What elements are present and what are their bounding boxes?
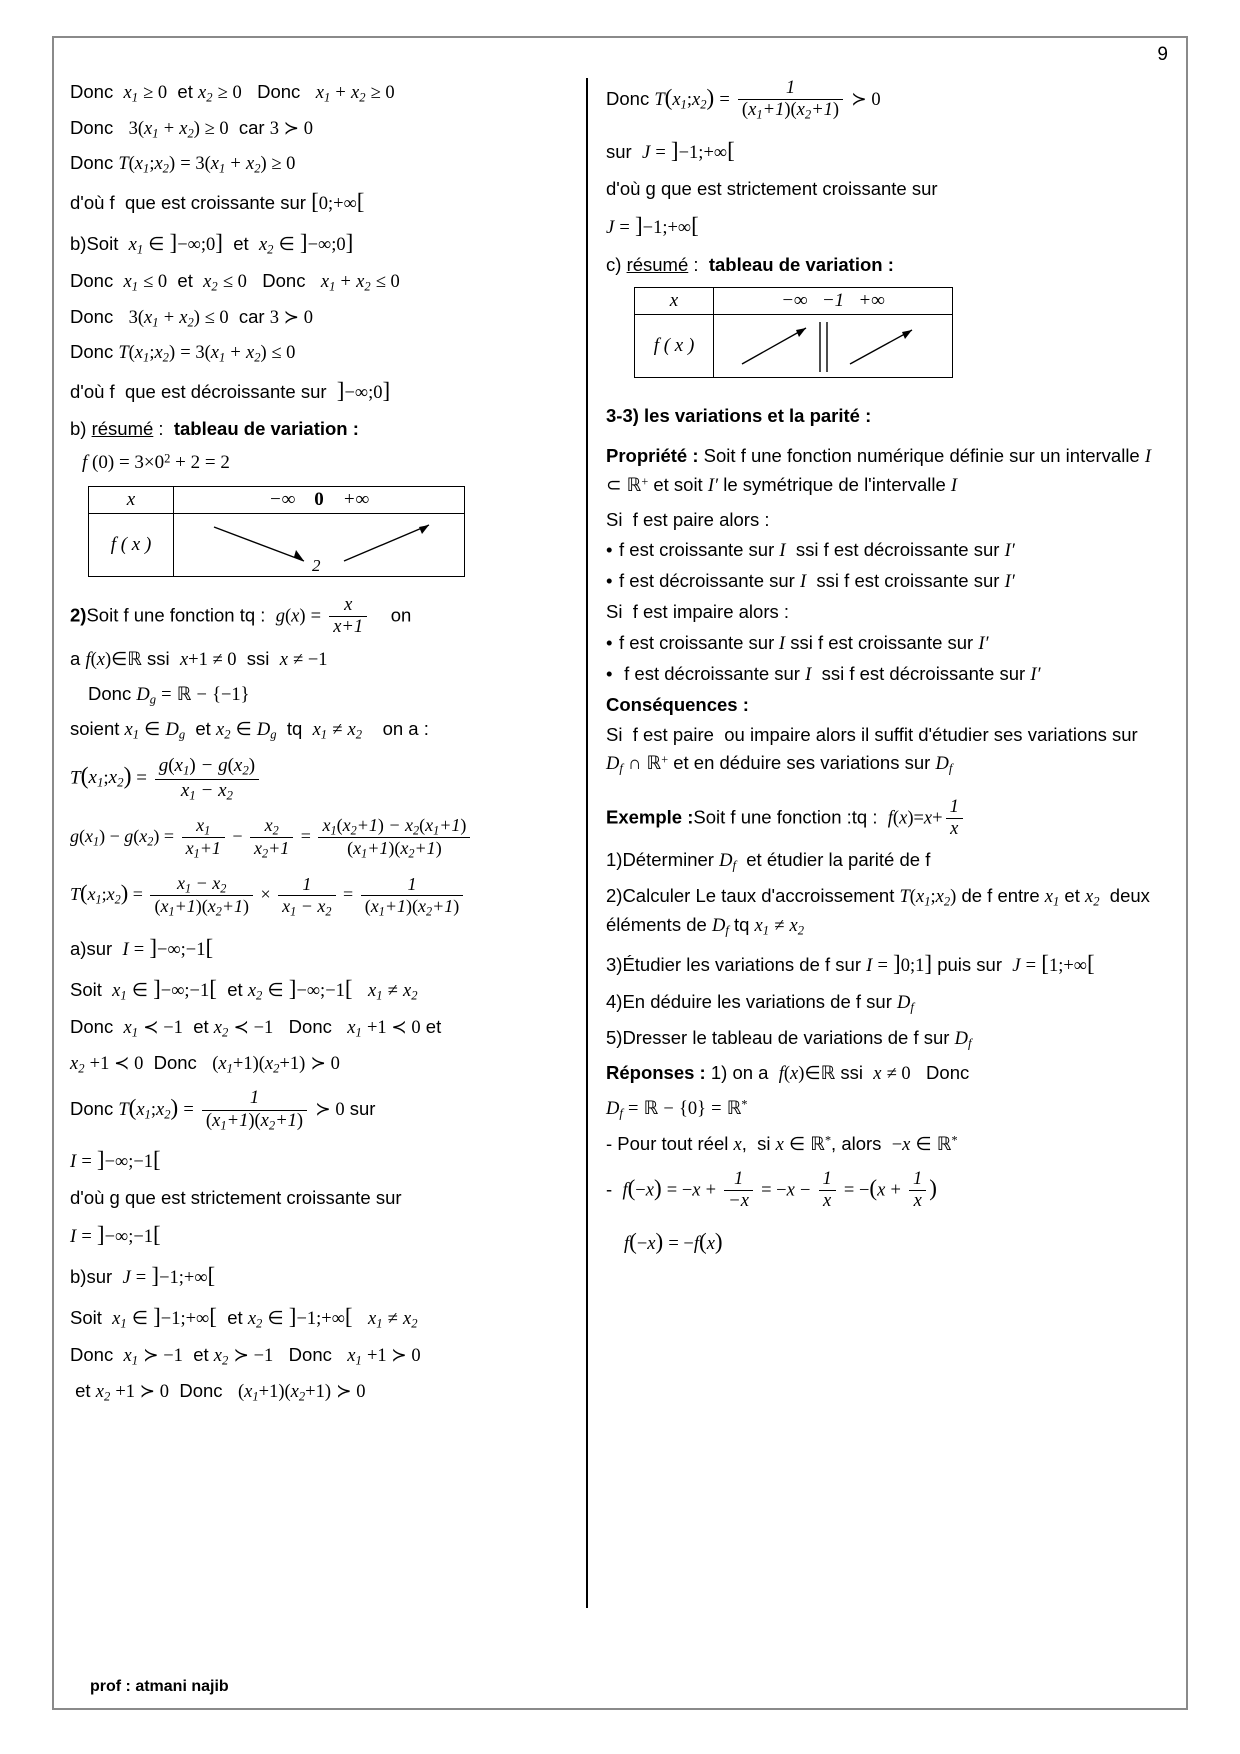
variation-table-2 xyxy=(634,287,953,378)
table-cell-x: x xyxy=(635,287,714,314)
right-si-impaire: Si f est impaire alors : xyxy=(606,601,790,623)
left-line-8: Donc $T(x_1;x_2) = 3(x_1 + x_2) \le 0$ xyxy=(70,341,296,365)
right-interval: J = ]−1;+∞[ xyxy=(606,213,699,240)
right-donc-T: Donc $T(x_1;x_2)$ = $\frac{1}{(x_1+1)(x_2+1)}$ ≻ 0 xyxy=(606,78,881,122)
right-c-resume: c) résumé : tableau de variation : xyxy=(606,253,894,275)
right-bullet-1: • f est croissante sur I ssi f est décroissante sur I′ xyxy=(606,536,1154,565)
right-reponses-df: $D_f$ = ℝ − {0} = ℝ* xyxy=(606,1097,748,1121)
variation-arrows xyxy=(184,517,450,573)
left-section2-soient: soient $x_1$ ∈ $D_g$ et $x_2$ ∈ $D_g$ tq $x_1 \ne x_2$ on a : xyxy=(70,718,429,742)
left-line-7: Donc $3(x_1 + x_2) \le 0$ car 3 ≻ 0 xyxy=(70,305,313,330)
right-reponses-concl: f(−x) = −f(x) xyxy=(624,1228,723,1255)
left-line-9: d'où f que est décroissante sur ]−∞;0] xyxy=(70,378,391,405)
footer-author: prof : atmani najib xyxy=(90,1678,229,1695)
left-b-sur: b)sur J = ]−1;+∞[ xyxy=(70,1263,216,1290)
right-sur-J: sur J = ]−1;+∞[ xyxy=(606,138,735,165)
left-a-donc1: Donc $x_1$ ≺ −1 et $x_2$ ≺ −1 Donc $x_1 +1$ ≺ 0 et xyxy=(70,1016,442,1040)
right-section33-title: 3-3) les variations et la parité : xyxy=(606,404,872,426)
table-row xyxy=(635,287,953,314)
left-resume-heading: b) résumé : tableau de variation : xyxy=(70,418,359,440)
two-column-body xyxy=(70,78,1170,1658)
left-section2-a: a f(x)∈ℝ ssi x+1 ≠ 0 ssi x ≠ −1 xyxy=(70,647,328,670)
table-cell-range: −∞ −1 +∞ xyxy=(714,287,953,314)
variation-arrows xyxy=(724,318,938,374)
right-consequences-label: Conséquences : xyxy=(606,693,749,715)
left-section2-intro: 2)Soit f une fonction tq : g(x) = $\frac{x}{x+1}$ on xyxy=(70,595,412,638)
table-cell-variation xyxy=(714,314,953,377)
page-number: 9 xyxy=(1157,44,1168,65)
right-q1: 1)Déterminer $D_f$ et étudier la parité de f xyxy=(606,849,931,873)
left-a-donc3: Donc $T(x_1;x_2)$ = $\frac{1}{(x_1+1)(x_2+1)}$ ≻ 0 sur xyxy=(70,1088,376,1133)
right-column xyxy=(606,78,1154,1658)
table-cell-fx: f ( x ) xyxy=(89,514,174,577)
left-formula-T2: $T(x_1;x_2)$ = $\frac{x_1 - x_2}{(x_1+1)(x_2+1)}$ × $\frac{1}{x_1 - x_2}$ = $\frac{1}{(x_1+1)(x_2+1)}$ xyxy=(70,873,576,919)
left-b-donc2: et $x_2 +1$ ≻ 0 Donc $(x_1+1)(x_2+1)$ ≻ 0 xyxy=(70,1379,366,1404)
right-reponses-calc: - f(−x) = −x + $\frac{1}{-x}$ = −x − $\frac{1}{x}$ = −(x + $\frac{1}{x}$ ) xyxy=(606,1169,937,1212)
bullet-icon: • xyxy=(606,631,613,653)
left-a-donc2: $x_2 +1$ ≺ 0 Donc $(x_1+1)(x_2+1)$ ≻ 0 xyxy=(70,1051,340,1076)
left-a-conclusion: d'où g que est strictement croissante sur xyxy=(70,1186,402,1208)
left-column xyxy=(70,78,586,1658)
left-line-2: Donc $3(x_1 + x_2) \ge 0$ car 3 ≻ 0 xyxy=(70,116,313,141)
right-bullet-4: • f est décroissante sur I ssi f est décroissante sur I′ xyxy=(606,660,1154,689)
left-line-1: Donc $x_1 \ge 0$ et $x_2 \ge 0$ Donc $x_1 + x_2 \ge 0$ xyxy=(70,81,395,105)
table-row xyxy=(89,487,465,514)
left-f0-value: f $(0) = 3\times 0^2 + 2 = 2$ xyxy=(82,451,230,474)
left-line-3: Donc $T(x_1;x_2) = 3(x_1 + x_2) \ge 0$ xyxy=(70,152,296,176)
right-reponses-1: Réponses : 1) on a f(x)∈ℝ ssi x ≠ 0 Donc xyxy=(606,1062,970,1085)
table-cell-variation xyxy=(174,514,465,577)
bullet-icon: • xyxy=(606,662,613,684)
right-si-paire: Si f est paire alors : xyxy=(606,509,770,531)
column-divider xyxy=(586,78,588,1608)
bullet-icon: • xyxy=(606,539,613,561)
left-line-4: d'où f que est croissante sur [0;+∞[ xyxy=(70,188,365,215)
left-a-interval: I = ]−∞;−1[ xyxy=(70,1146,161,1173)
right-q4: 4)En déduire les variations de f sur $D_f$ xyxy=(606,991,914,1015)
right-exemple: Exemple :Soit f une fonction :tq : f(x)=x+ $\frac{1}{x}$ xyxy=(606,797,1154,841)
right-q5: 5)Dresser le tableau de variations de f sur $D_f$ xyxy=(606,1026,972,1051)
table-row xyxy=(635,314,953,377)
left-section2-dg: Donc $D_g$ = ℝ − {−1} xyxy=(88,682,250,707)
table-row xyxy=(89,514,465,577)
variation-table-1 xyxy=(88,486,465,577)
table-cell-fx: f ( x ) xyxy=(635,314,714,377)
left-line-6: Donc $x_1 \le 0$ et $x_2 \le 0$ Donc $x_1 + x_2 \le 0$ xyxy=(70,270,400,294)
left-a-soit: Soit $x_1$ ∈ ]−∞;−1[ et $x_2$ ∈ ]−∞;−1[ $x_1 \ne x_2$ xyxy=(70,976,418,1003)
left-b-donc1: Donc $x_1$ ≻ −1 et $x_2$ ≻ −1 Donc $x_1 +1$ ≻ 0 xyxy=(70,1344,421,1368)
right-bullet-2: • f est décroissante sur I ssi f est croissante sur I′ xyxy=(606,567,1154,596)
right-propriete: Propriété : Soit f une fonction numérique définie sur un intervalle I ⊂ ℝ+ et soit I′ le symétrique de l'intervalle I xyxy=(606,444,1152,496)
right-q2: 2)Calculer Le taux d'accroissement $T(x_1;x_2)$ de f entre $x_1$ et $x_2$ deux éléments de $D_f$ tq $x_1 \ne x_2$ xyxy=(606,884,1150,938)
table-cell-x: x xyxy=(89,487,174,514)
left-a-sur: a)sur I = ]−∞;−1[ xyxy=(70,934,214,961)
table-cell-range: −∞ 0 +∞ xyxy=(174,487,465,514)
left-formula-T: $T(x_1;x_2)$ = $\frac{g(x_1) - g(x_2)}{x_1 - x_2}$ xyxy=(70,755,576,803)
right-consequences-text: Si f est paire ou impaire alors il suffit d'étudier ses variations sur $D_f$ ∩ ℝ+ et en déduire ses variations sur $D_f$ xyxy=(606,723,1138,776)
right-conclusion: d'où g que est strictement croissante sur xyxy=(606,178,938,200)
svg-text:2: 2 xyxy=(312,556,321,574)
right-q3: 3)Étudier les variations de f sur I = ]0;1] puis sur J = [1;+∞[ xyxy=(606,950,1095,977)
left-formula-gdiff: $g(x_1) - g(x_2)$ = $\frac{x_1}{x_1+1}$ − $\frac{x_2}{x_2+1}$ = $\frac{x_1(x_2+1) - x_2(x_1+1)}{(x_1+1)(x_2+1)}$ xyxy=(70,815,576,861)
left-b-soit: Soit $x_1$ ∈ ]−1;+∞[ et $x_2$ ∈ ]−1;+∞[ $x_1 \ne x_2$ xyxy=(70,1304,418,1331)
right-reponses-pour: - Pour tout réel x, si x ∈ ℝ*, alors −x ∈ ℝ* xyxy=(606,1133,958,1156)
left-a-interval2: I = ]−∞;−1[ xyxy=(70,1221,161,1248)
left-line-5: b)Soit $x_1$ ∈ ]−∞;0] et $x_2$ ∈ ]−∞;0] xyxy=(70,230,354,257)
bullet-icon: • xyxy=(606,570,613,592)
right-bullet-3: • f est croissante sur I ssi f est croissante sur I′ xyxy=(606,629,1154,658)
